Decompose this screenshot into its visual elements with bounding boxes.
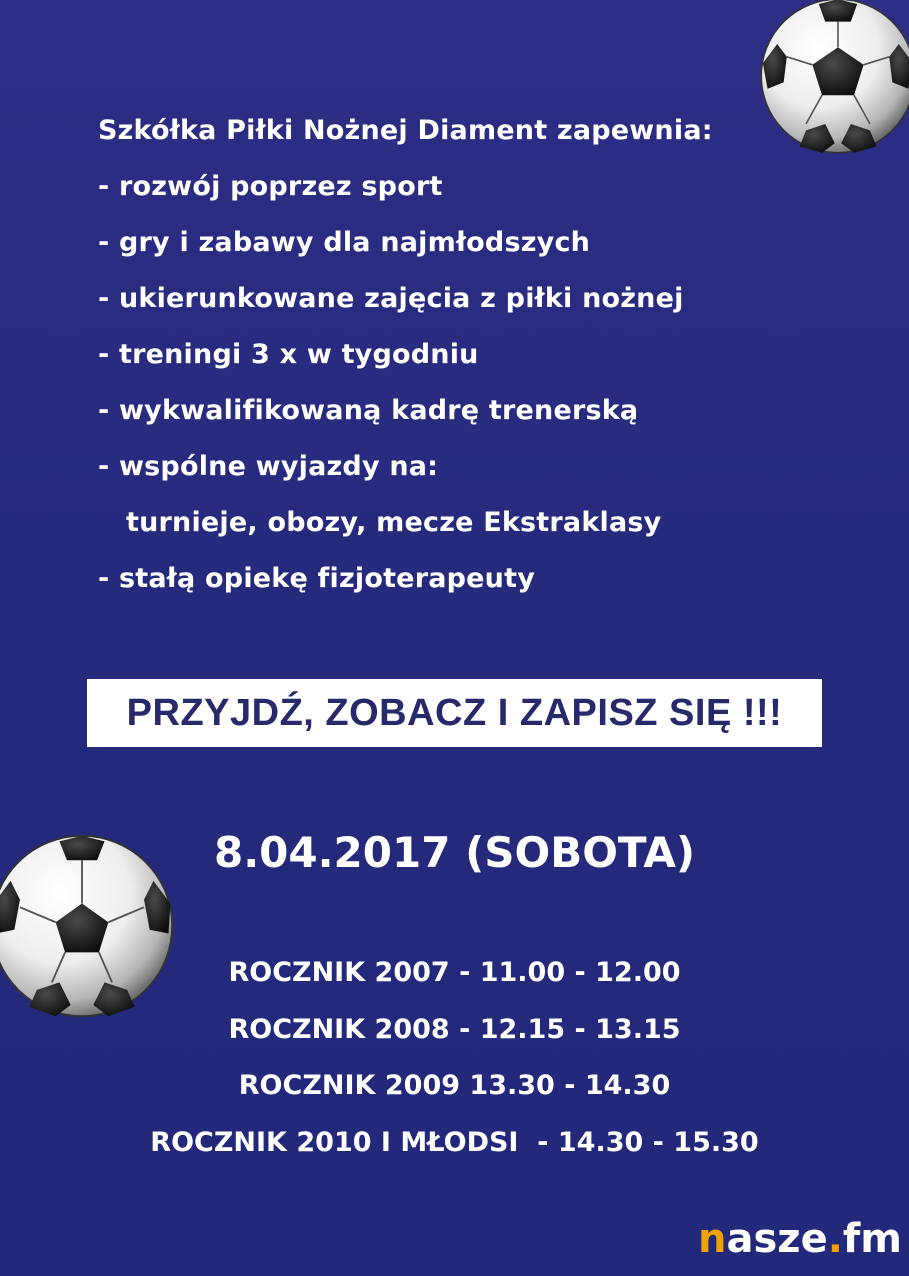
benefit-item-continuation: turnieje, obozy, mecze Ekstraklasy: [126, 507, 662, 538]
benefit-item: - ukierunkowane zajęcia z piłki nożnej: [98, 283, 684, 314]
schedule-row: ROCZNIK 2007 - 11.00 - 12.00: [228, 957, 681, 988]
benefit-item: - gry i zabawy dla najmłodszych: [98, 227, 591, 258]
logo-middle: asze: [726, 1216, 828, 1262]
call-to-action-text: PRZYJDŹ, ZOBACZ I ZAPISZ SIĘ !!!: [126, 691, 783, 734]
call-to-action-banner: [87, 679, 822, 747]
logo-dot: .: [827, 1216, 843, 1262]
schedule-row: ROCZNIK 2010 I MŁODSI - 14.30 - 15.30: [150, 1126, 759, 1158]
soccer-ball-icon: [758, 0, 909, 156]
logo-first-letter: n: [698, 1216, 727, 1262]
event-date: 8.04.2017 (SOBOTA): [213, 828, 696, 877]
schedule-row: ROCZNIK 2009 13.30 - 14.30: [238, 1070, 671, 1101]
nasze-fm-logo: [698, 1216, 902, 1262]
benefit-item: - treningi 3 x w tygodniu: [98, 339, 479, 370]
benefit-item: - wykwalifikowaną kadrę trenerską: [98, 395, 639, 426]
benefits-heading: Szkółka Piłki Nożnej Diament zapewnia:: [98, 115, 713, 146]
logo-suffix: fm: [842, 1216, 902, 1262]
schedule-list: [0, 945, 909, 1171]
benefits-list: [98, 103, 713, 607]
schedule-row: ROCZNIK 2008 - 12.15 - 13.15: [228, 1013, 681, 1045]
benefit-item: - rozwój poprzez sport: [98, 171, 443, 202]
benefit-item: - stałą opiekę fizjoterapeuty: [98, 563, 535, 594]
benefit-item: - wspólne wyjazdy na:: [98, 451, 439, 482]
